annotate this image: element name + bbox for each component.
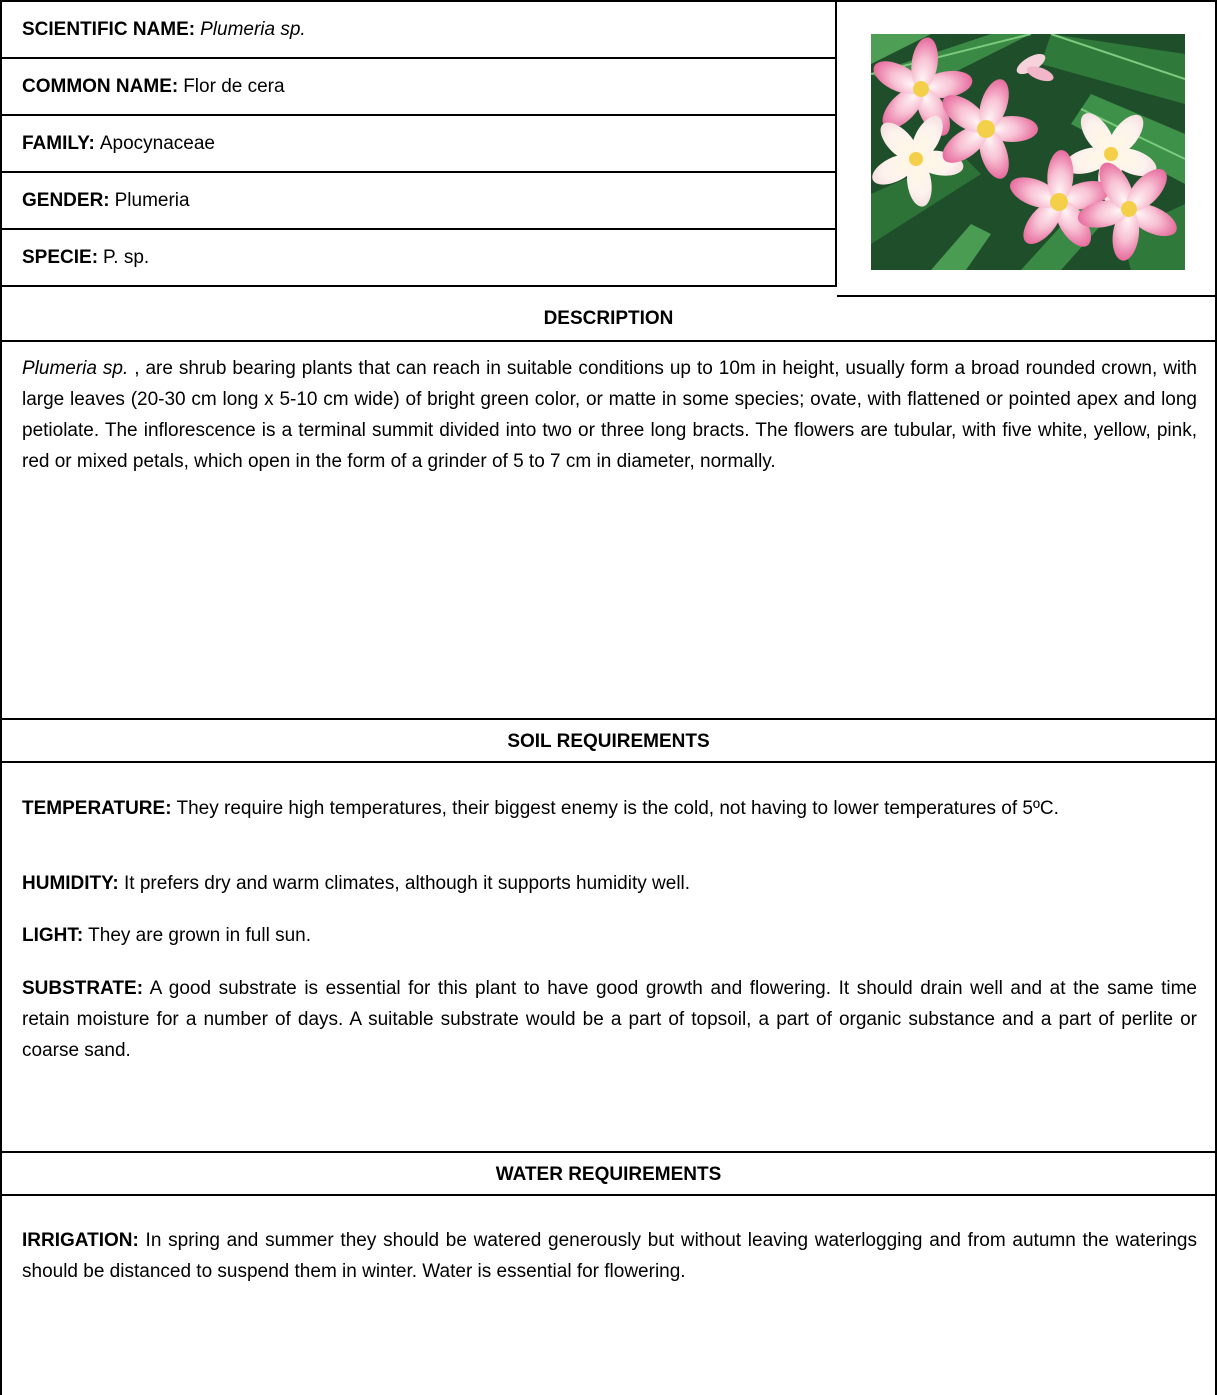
specie-label: SPECIE: — [22, 247, 99, 268]
light-text: They are grown in full sun. — [83, 925, 311, 946]
irrigation-paragraph — [22, 1225, 1197, 1287]
gender-label: GENDER: — [22, 190, 110, 211]
description-body: , are shrub bearing plants that can reach in suitable conditions up to 10m in height, usually form a broad rounded crown, with large leaves (20-30 cm long x 5-10 cm wide) of bright green color, or matte in some species; ovate, with flattened or pointed apex and long petiolate. The inflorescence is a terminal summit divided into two or three long bracts. The flowers are tubular, with five white, yellow, pink, red or mixed petals, which open in the form of a grinder of 5 to 7 cm in diameter, normally. — [22, 358, 1197, 472]
family-row — [2, 116, 835, 173]
humidity-label: HUMIDITY: — [22, 873, 119, 894]
description-species: Plumeria sp. — [22, 358, 129, 379]
description-text — [22, 353, 1197, 477]
specie-row — [2, 230, 835, 287]
taxonomy-fields — [2, 2, 837, 287]
common-name-label: COMMON NAME: — [22, 76, 179, 97]
substrate-text: A good substrate is essential for this plant to have good growth and flowering. It should drain well and at the same time retain moisture for a number of days. A suitable substrate would be a part of topsoil, a part of organic substance and a part of perlite or coarse sand. — [22, 978, 1197, 1061]
description-heading: DESCRIPTION — [2, 297, 1215, 342]
temperature-text: They require high temperatures, their biggest enemy is the cold, not having to lower temperatures of 5ºC. — [171, 798, 1059, 819]
photo-cell — [837, 2, 1215, 297]
light-paragraph — [22, 920, 1197, 951]
plumeria-photo — [871, 34, 1185, 270]
light-label: LIGHT: — [22, 925, 84, 946]
scientific-name-row — [2, 2, 835, 59]
scientific-name-value: Plumeria sp. — [200, 19, 306, 40]
specie-value: P. sp. — [103, 247, 150, 268]
substrate-label: SUBSTRATE: — [22, 978, 144, 999]
substrate-paragraph — [22, 973, 1197, 1066]
temperature-paragraph — [22, 793, 1197, 824]
humidity-paragraph — [22, 868, 1197, 899]
gender-value: Plumeria — [114, 190, 190, 211]
soil-requirements-heading: SOIL REQUIREMENTS — [2, 718, 1215, 763]
temperature-label: TEMPERATURE: — [22, 798, 172, 819]
irrigation-text: In spring and summer they should be watered generously but without leaving waterlogging and from autumn the waterings should be distanced to suspend them in winter. Water is essential for flowering. — [22, 1230, 1197, 1282]
common-name-row — [2, 59, 835, 116]
common-name-value: Flor de cera — [183, 76, 285, 97]
scientific-name-label: SCIENTIFIC NAME: — [22, 19, 196, 40]
irrigation-label: IRRIGATION: — [22, 1230, 139, 1251]
gender-row — [2, 173, 835, 230]
water-requirements-heading: WATER REQUIREMENTS — [2, 1151, 1215, 1196]
family-label: FAMILY: — [22, 133, 95, 154]
family-value: Apocynaceae — [99, 133, 215, 154]
humidity-text: It prefers dry and warm climates, although it supports humidity well. — [118, 873, 691, 894]
